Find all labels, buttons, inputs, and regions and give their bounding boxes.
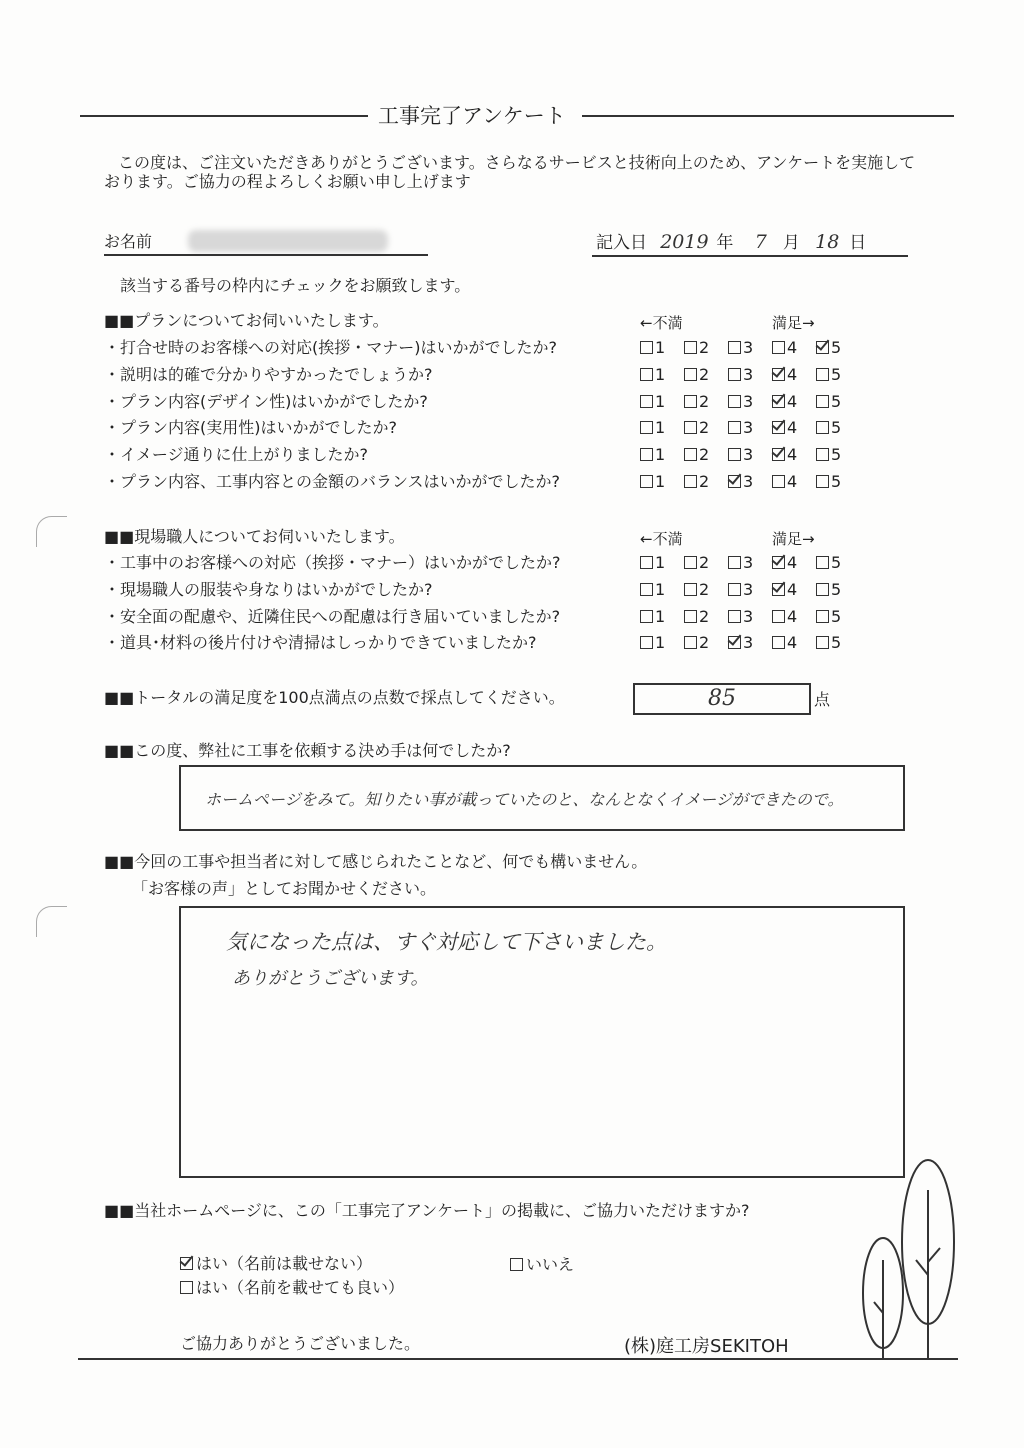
checkbox[interactable] xyxy=(772,448,785,461)
date-month: 7 xyxy=(754,231,767,253)
scale-right-label: 満足→ xyxy=(772,530,815,548)
question-text: ・説明は的確で分かりやすかったでしょうか? xyxy=(104,364,433,384)
rating-option-label: 4 xyxy=(787,633,798,653)
rating-option-label: 1 xyxy=(655,364,666,384)
rating-option[interactable] xyxy=(684,364,709,386)
question-text: ・現場職人の服装や身なりはいかがでしたか? xyxy=(104,579,433,599)
rating-option[interactable] xyxy=(640,471,665,493)
rating-scale[interactable] xyxy=(640,606,860,628)
checkbox[interactable] xyxy=(728,341,741,354)
rating-option[interactable] xyxy=(772,552,797,574)
rating-option[interactable] xyxy=(816,337,841,359)
question-text: ・プラン内容、工事内容との金額のバランスはいかがでしたか? xyxy=(104,472,561,491)
rating-option[interactable] xyxy=(772,391,797,413)
rating-option[interactable] xyxy=(816,579,841,601)
checkbox[interactable] xyxy=(640,421,653,434)
rating-option[interactable] xyxy=(728,417,753,439)
checkbox[interactable] xyxy=(640,448,653,461)
rating-option[interactable] xyxy=(772,364,797,386)
section2-heading: ■■現場職人についてお伺いいたします。 xyxy=(104,527,405,546)
rating-option[interactable] xyxy=(816,552,841,574)
name-underline xyxy=(104,254,428,256)
rating-option-label: 5 xyxy=(831,472,842,491)
rating-option-label: 5 xyxy=(831,633,842,653)
publish-option-with-name[interactable] xyxy=(180,1278,404,1298)
tree-illustration-icon xyxy=(850,1150,960,1370)
checkbox[interactable] xyxy=(728,610,741,623)
voice-answer-line-2: ありがとうございます。 xyxy=(232,968,429,989)
voice-question-2: 「お客様の声」としてお聞かせください。 xyxy=(132,879,437,898)
rating-option[interactable] xyxy=(816,391,841,413)
rating-option[interactable] xyxy=(728,632,753,654)
rating-option[interactable] xyxy=(772,606,797,628)
checkbox[interactable] xyxy=(684,556,697,569)
voice-question-1: ■■今回の工事や担当者に対して感じられたことなど、何でも構いません。 xyxy=(104,852,648,871)
rating-option-label: 4 xyxy=(787,418,798,438)
rating-option[interactable] xyxy=(684,391,709,413)
rating-option-label: 2 xyxy=(699,391,710,411)
checkbox[interactable] xyxy=(640,395,653,408)
question-text: ・プラン内容(実用性)はいかがでしたか? xyxy=(104,418,397,438)
rating-option[interactable] xyxy=(640,364,665,386)
checkbox[interactable] xyxy=(728,421,741,434)
rating-option[interactable] xyxy=(684,606,709,628)
rating-option[interactable] xyxy=(640,337,665,359)
rating-option[interactable] xyxy=(728,391,753,413)
checkbox[interactable] xyxy=(640,610,653,623)
checkbox[interactable] xyxy=(816,421,829,434)
date-field xyxy=(596,231,866,254)
checkbox[interactable] xyxy=(640,475,653,488)
rating-option-label: 5 xyxy=(831,579,842,599)
intro-line-1: この度は、ご注文いただきありがとうございます。さらなるサービスと技術向上のため、アンケートを実施して xyxy=(118,153,916,172)
rating-scale[interactable] xyxy=(640,471,860,493)
rating-option-label: 4 xyxy=(787,445,798,465)
checkbox[interactable] xyxy=(772,610,785,623)
scale-right-label: 満足→ xyxy=(772,314,815,332)
section1-heading: ■■プランについてお伺いいたします。 xyxy=(104,311,389,330)
rating-option[interactable] xyxy=(684,579,709,601)
rating-option[interactable] xyxy=(640,632,665,654)
checkbox[interactable] xyxy=(640,583,653,596)
checkbox[interactable] xyxy=(816,395,829,408)
rating-option[interactable] xyxy=(816,417,841,439)
rating-option-label: 4 xyxy=(787,579,798,599)
date-day: 18 xyxy=(815,231,840,253)
date-underline xyxy=(592,255,908,257)
rating-option-label: 5 xyxy=(831,606,842,626)
checkbox[interactable] xyxy=(728,556,741,569)
rating-option-label: 1 xyxy=(655,391,666,411)
rating-option[interactable] xyxy=(728,471,753,493)
rating-option-label: 1 xyxy=(655,553,666,572)
rating-scale[interactable] xyxy=(640,579,860,601)
rating-scale[interactable] xyxy=(640,444,860,466)
rating-option[interactable] xyxy=(728,606,753,628)
name-label: お名前 xyxy=(104,232,153,251)
rating-option[interactable] xyxy=(640,552,665,574)
rating-option-label: 1 xyxy=(655,338,666,357)
checkbox[interactable] xyxy=(640,636,653,649)
checkbox[interactable] xyxy=(180,1281,193,1294)
rating-option-label: 3 xyxy=(743,579,754,599)
rating-scale[interactable] xyxy=(640,417,860,439)
rating-option-label: 3 xyxy=(743,553,754,572)
rating-option-label: 5 xyxy=(831,391,842,411)
reason-answer: ホームページをみて。知りたい事が載っていたのと、なんとなくイメージができたので。 xyxy=(205,790,844,809)
rating-option[interactable] xyxy=(684,632,709,654)
rating-option-label: 2 xyxy=(699,418,710,438)
rating-option[interactable] xyxy=(816,632,841,654)
rating-option[interactable] xyxy=(684,552,709,574)
footer-rule xyxy=(78,1358,958,1360)
score-unit: 点 xyxy=(814,690,831,709)
rating-option-label: 2 xyxy=(699,338,710,357)
rating-option-label: 3 xyxy=(743,391,754,411)
question-text: ・道具･材料の後片付けや清掃はしっかりできていましたか? xyxy=(104,633,537,653)
score-box[interactable] xyxy=(633,683,811,715)
checkbox[interactable] xyxy=(772,636,785,649)
rating-option[interactable] xyxy=(640,444,665,466)
checkbox[interactable] xyxy=(728,475,741,488)
rating-option[interactable] xyxy=(728,579,753,601)
checkbox[interactable] xyxy=(816,475,829,488)
checkbox[interactable] xyxy=(728,448,741,461)
publish-question: ■■当社ホームページに、この「工事完了アンケート」の掲載に、ご協力いただけますか? xyxy=(104,1201,750,1220)
publish-option-label: はい（名前は載せない） xyxy=(196,1254,373,1273)
rating-option-label: 1 xyxy=(655,418,666,438)
checkbox[interactable] xyxy=(684,421,697,434)
checkbox[interactable] xyxy=(510,1258,523,1271)
checkbox[interactable] xyxy=(684,583,697,596)
checkbox[interactable] xyxy=(816,341,829,354)
rating-option[interactable] xyxy=(684,337,709,359)
checkbox[interactable] xyxy=(772,341,785,354)
rating-option[interactable] xyxy=(728,444,753,466)
rating-option[interactable] xyxy=(816,606,841,628)
rating-option-label: 5 xyxy=(831,364,842,384)
rating-option-label: 5 xyxy=(831,418,842,438)
rating-option-label: 3 xyxy=(743,445,754,465)
publish-option-no-name[interactable] xyxy=(180,1254,372,1274)
checkbox[interactable] xyxy=(772,556,785,569)
checkbox[interactable] xyxy=(640,341,653,354)
rating-option[interactable] xyxy=(684,444,709,466)
rating-option-label: 3 xyxy=(743,418,754,438)
rating-option[interactable] xyxy=(772,579,797,601)
rating-option[interactable] xyxy=(640,391,665,413)
rating-option[interactable] xyxy=(728,552,753,574)
checkbox[interactable] xyxy=(640,556,653,569)
date-year: 2019 xyxy=(660,231,709,253)
date-year-unit: 年 xyxy=(716,233,734,253)
rating-option-label: 3 xyxy=(743,606,754,626)
scale-left-label: ←不満 xyxy=(640,314,683,332)
rating-scale[interactable] xyxy=(640,364,860,386)
checkbox[interactable] xyxy=(684,368,697,381)
rating-option-label: 2 xyxy=(699,445,710,465)
intro-line-2: おります。ご協力の程よろしくお願い申し上げます xyxy=(104,172,471,191)
rating-option-label: 3 xyxy=(743,364,754,384)
rating-option[interactable] xyxy=(684,471,709,493)
instruction-text: 該当する番号の枠内にチェックをお願致します。 xyxy=(120,276,471,295)
rating-option-label: 4 xyxy=(787,338,798,357)
rating-option[interactable] xyxy=(772,444,797,466)
title-rule-left xyxy=(80,115,368,117)
punch-hole-mark xyxy=(36,906,67,937)
checkbox[interactable] xyxy=(816,610,829,623)
checkbox[interactable] xyxy=(684,341,697,354)
rating-option-label: 3 xyxy=(743,472,754,491)
title-rule-right xyxy=(582,115,954,117)
rating-scale[interactable] xyxy=(640,632,860,654)
name-redacted xyxy=(188,230,388,252)
checkbox[interactable] xyxy=(772,583,785,596)
publish-option-no[interactable] xyxy=(510,1255,574,1275)
rating-option-label: 5 xyxy=(831,445,842,465)
rating-scale[interactable] xyxy=(640,552,860,574)
checkbox[interactable] xyxy=(772,368,785,381)
rating-option[interactable] xyxy=(684,417,709,439)
rating-option[interactable] xyxy=(772,417,797,439)
publish-option-label: いいえ xyxy=(526,1255,575,1274)
voice-answer-line-1: 気になった点は、すぐ対応して下さいました。 xyxy=(226,930,667,954)
checkbox[interactable] xyxy=(728,583,741,596)
question-text: ・安全面の配慮や、近隣住民への配慮は行き届いていましたか? xyxy=(104,606,561,626)
rating-option-label: 4 xyxy=(787,606,798,626)
checkbox[interactable] xyxy=(684,610,697,623)
rating-option-label: 5 xyxy=(831,338,842,357)
reason-question: ■■この度、弊社に工事を依頼する決め手は何でしたか? xyxy=(104,741,511,760)
rating-option-label: 4 xyxy=(787,553,798,572)
checkbox[interactable] xyxy=(816,448,829,461)
rating-option-label: 1 xyxy=(655,606,666,626)
rating-option-label: 4 xyxy=(787,364,798,384)
checkbox[interactable] xyxy=(816,556,829,569)
rating-option-label: 2 xyxy=(699,606,710,626)
rating-option-label: 4 xyxy=(787,391,798,411)
rating-option-label: 2 xyxy=(699,472,710,491)
checkbox[interactable] xyxy=(816,368,829,381)
question-text: ・イメージ通りに仕上がりましたか? xyxy=(104,445,369,465)
checkbox[interactable] xyxy=(684,395,697,408)
rating-option[interactable] xyxy=(816,364,841,386)
scale-left-label: ←不満 xyxy=(640,530,683,548)
score-value: 85 xyxy=(708,686,736,711)
rating-option[interactable] xyxy=(728,337,753,359)
checkbox[interactable] xyxy=(728,368,741,381)
rating-option-label: 3 xyxy=(743,633,754,653)
question-text: ・工事中のお客様への対応（挨拶・マナー）はいかがでしたか? xyxy=(104,553,561,572)
date-day-unit: 日 xyxy=(849,233,867,253)
rating-option[interactable] xyxy=(772,471,797,493)
checkbox[interactable] xyxy=(772,475,785,488)
rating-option[interactable] xyxy=(640,606,665,628)
rating-option[interactable] xyxy=(772,632,797,654)
rating-option-label: 1 xyxy=(655,445,666,465)
checkbox[interactable] xyxy=(728,636,741,649)
company-name: (株)庭工房SEKITOH xyxy=(624,1336,789,1357)
rating-option-label: 1 xyxy=(655,579,666,599)
rating-option-label: 4 xyxy=(787,472,798,491)
score-question: ■■トータルの満足度を100点満点の点数で採点してください。 xyxy=(104,688,565,707)
checkbox[interactable] xyxy=(728,395,741,408)
rating-option[interactable] xyxy=(640,579,665,601)
rating-option-label: 1 xyxy=(655,633,666,653)
rating-option-label: 2 xyxy=(699,579,710,599)
rating-option[interactable] xyxy=(816,444,841,466)
checkbox[interactable] xyxy=(684,448,697,461)
checkbox[interactable] xyxy=(772,421,785,434)
checkbox[interactable] xyxy=(180,1257,193,1270)
checkbox[interactable] xyxy=(684,636,697,649)
checkbox[interactable] xyxy=(816,583,829,596)
punch-hole-mark xyxy=(36,516,67,547)
date-label: 記入日 xyxy=(596,233,647,253)
rating-option[interactable] xyxy=(728,364,753,386)
rating-option[interactable] xyxy=(772,337,797,359)
rating-option-label: 3 xyxy=(743,338,754,357)
thanks-text: ご協力ありがとうございました。 xyxy=(180,1334,421,1353)
page-title: 工事完了アンケート xyxy=(378,104,566,128)
date-month-unit: 月 xyxy=(782,233,800,253)
question-text: ・プラン内容(デザイン性)はいかがでしたか? xyxy=(104,391,428,411)
publish-option-label: はい（名前を載せても良い） xyxy=(196,1278,405,1297)
checkbox[interactable] xyxy=(772,395,785,408)
rating-option-label: 2 xyxy=(699,364,710,384)
rating-option-label: 1 xyxy=(655,472,666,491)
rating-option-label: 2 xyxy=(699,553,710,572)
rating-option-label: 5 xyxy=(831,553,842,572)
checkbox[interactable] xyxy=(816,636,829,649)
checkbox[interactable] xyxy=(640,368,653,381)
checkbox[interactable] xyxy=(684,475,697,488)
rating-scale[interactable] xyxy=(640,337,860,359)
rating-option[interactable] xyxy=(816,471,841,493)
rating-option[interactable] xyxy=(640,417,665,439)
question-text: ・打合せ時のお客様への対応(挨拶・マナー)はいかがでしたか? xyxy=(104,338,557,357)
rating-option-label: 2 xyxy=(699,633,710,653)
rating-scale[interactable] xyxy=(640,391,860,413)
